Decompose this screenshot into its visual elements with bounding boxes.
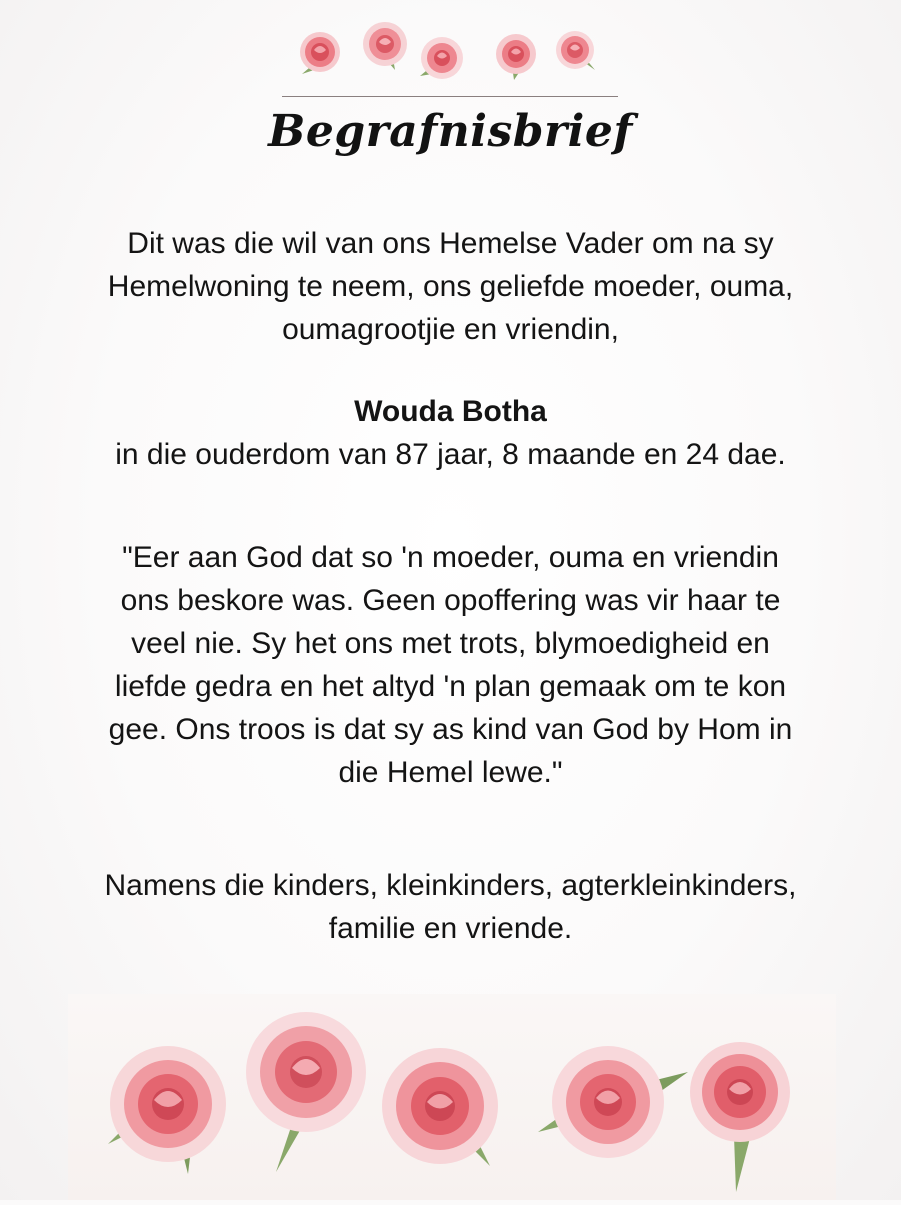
intro-line: oumagrootjie en vriendin, (282, 313, 619, 346)
closing-paragraph (40, 864, 861, 950)
quote-line: gee. Ons troos is dat sy as kind van God by Hom in (108, 713, 793, 746)
quote-line: "Eer aan God dat so 'n moeder, ouma en vriendin (122, 541, 779, 574)
quote-line: ons beskore was. Geen opoffering was vir haar te (120, 584, 781, 617)
rose-icon (246, 1012, 366, 1172)
title-divider (282, 96, 618, 97)
rose-icon (382, 1048, 498, 1166)
rose-icon (108, 1046, 226, 1174)
top-rose-border (290, 18, 610, 96)
closing-line: Namens die kinders, kleinkinders, agterkleinkinders, (104, 869, 797, 902)
rose-icon (300, 32, 340, 74)
bottom-rose-border (68, 994, 836, 1200)
age-line: in die ouderdom van 87 jaar, 8 maande en 24 dae. (115, 438, 786, 471)
quote-line: die Hemel lewe." (338, 756, 563, 789)
rose-icon (690, 1042, 790, 1192)
rose-icon (538, 1046, 688, 1158)
closing-line: familie en vriende. (328, 912, 573, 945)
intro-line: Dit was die wil van ons Hemelse Vader om na sy (127, 227, 774, 260)
quote-line: veel nie. Sy het ons met trots, blymoedigheid en (131, 627, 770, 660)
intro-line: Hemelwoning te neem, ons geliefde moeder, ouma, (107, 270, 794, 303)
intro-paragraph (40, 222, 861, 351)
rose-icon (363, 22, 407, 70)
document-title: Begrafnisbrief (268, 106, 633, 157)
deceased-name: Wouda Botha (354, 395, 547, 428)
quote-paragraph (40, 536, 861, 794)
rose-icon (496, 34, 536, 80)
quote-line: liefde gedra en het altyd 'n plan gemaak om te kon (114, 670, 787, 703)
rose-icon (556, 31, 595, 70)
rose-icon (420, 37, 463, 79)
